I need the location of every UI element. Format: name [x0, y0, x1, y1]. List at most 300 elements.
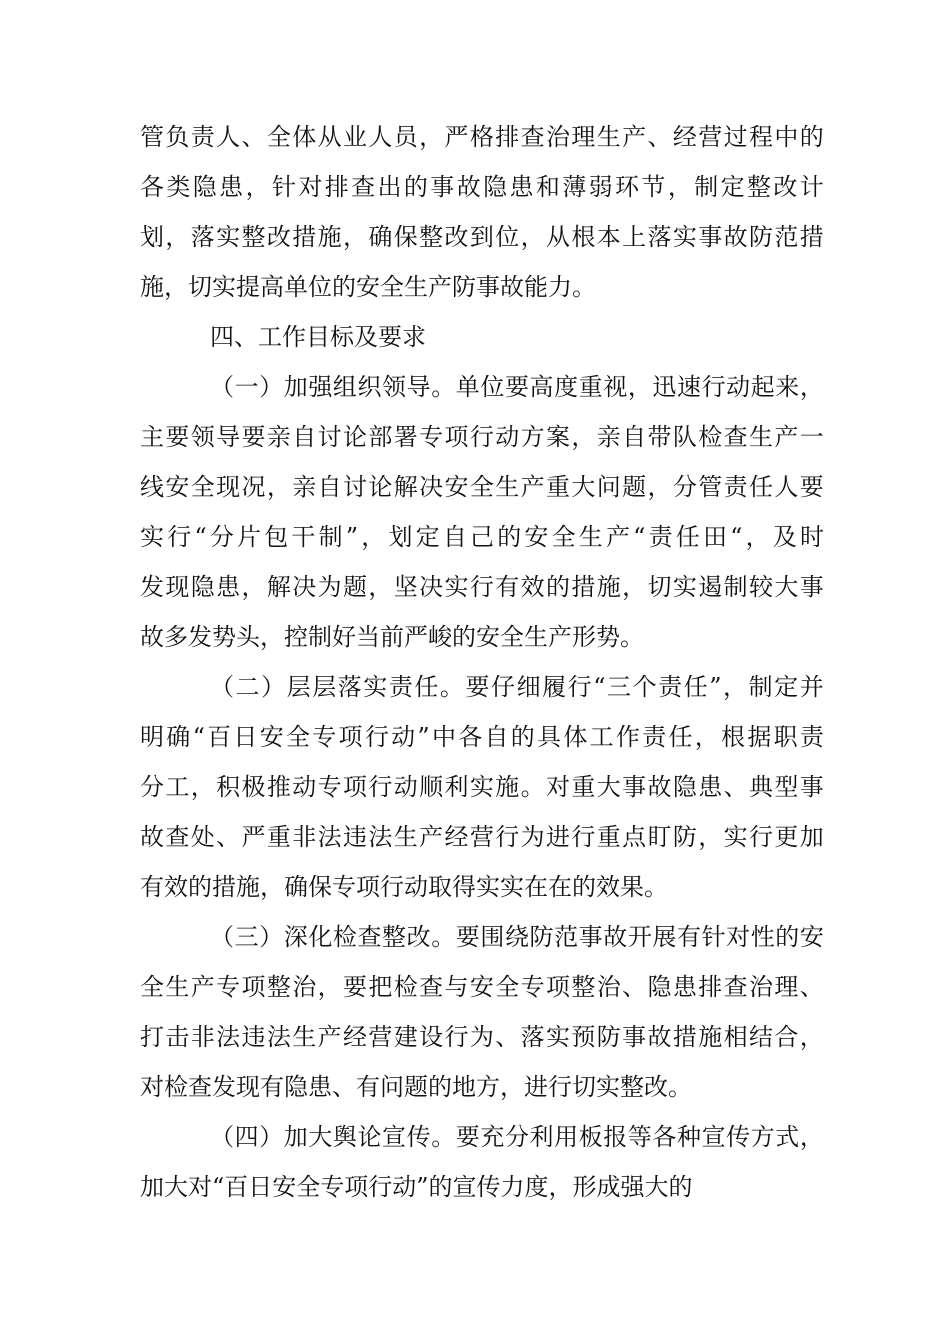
glyph: 范 [554, 923, 579, 951]
glyph: ， [799, 1123, 824, 1151]
glyph: 迅 [652, 373, 677, 401]
glyph: 方 [520, 423, 545, 451]
glyph: 产 [605, 523, 630, 551]
glyph: 对 [298, 173, 323, 201]
glyph: ） [259, 923, 284, 951]
glyph: （ [210, 373, 234, 401]
glyph: 全 [140, 973, 164, 1001]
glyph: 亲 [292, 473, 317, 501]
glyph: 排 [698, 973, 723, 1001]
glyph: 动 [393, 773, 418, 801]
glyph: 专 [312, 723, 337, 751]
text-line [140, 1012, 824, 1062]
glyph: 保 [393, 223, 418, 251]
glyph: 事 [578, 923, 603, 951]
glyph: 行 [571, 823, 596, 851]
glyph: 有 [495, 573, 520, 601]
glyph: 要 [165, 423, 190, 451]
glyph: 责 [658, 673, 683, 701]
glyph: 现 [216, 473, 241, 501]
glyph: 人 [216, 123, 241, 151]
glyph: 传 [726, 1123, 751, 1151]
heading-text: 四、工作目标及要求 [210, 323, 426, 351]
glyph: 违 [343, 823, 367, 851]
glyph: 度 [554, 373, 579, 401]
glyph: 问 [596, 473, 621, 501]
glyph: 决 [419, 473, 444, 501]
glyph: 决 [292, 573, 317, 601]
glyph: ， [571, 423, 596, 451]
glyph: 任 [683, 673, 708, 701]
document-body [140, 112, 824, 1212]
glyph: 带 [647, 423, 672, 451]
glyph: 包 [264, 523, 289, 551]
glyph: 大 [308, 1123, 333, 1151]
glyph: 经 [444, 823, 469, 851]
glyph: 患 [698, 773, 723, 801]
glyph: 实 [723, 823, 748, 851]
glyph: 行 [749, 823, 773, 851]
glyph: 隐 [647, 973, 672, 1001]
glyph: 实 [546, 1023, 570, 1051]
glyph: 隐 [192, 173, 217, 201]
glyph: 理 [774, 973, 799, 1001]
glyph: 项 [546, 973, 570, 1001]
glyph: 防 [672, 823, 697, 851]
glyph: 行 [368, 773, 393, 801]
glyph: 把 [368, 973, 393, 1001]
glyph: 速 [676, 373, 701, 401]
glyph: 专 [520, 973, 545, 1001]
glyph: 违 [241, 1023, 266, 1051]
glyph: 中 [431, 723, 456, 751]
text-line [140, 662, 824, 712]
glyph: 舆 [332, 1123, 357, 1151]
glyph: ， [799, 373, 824, 401]
glyph: 合 [774, 1023, 799, 1051]
glyph: 履 [542, 673, 567, 701]
glyph: 责 [799, 723, 824, 751]
glyph: 落 [520, 1023, 545, 1051]
glyph: 及 [772, 523, 797, 551]
glyph: 程 [749, 123, 773, 151]
glyph: 行 [444, 1023, 469, 1051]
glyph: 讨 [317, 423, 342, 451]
glyph: 行 [469, 423, 494, 451]
glyph: 生 [578, 523, 603, 551]
glyph: 论 [343, 423, 367, 451]
glyph: 田 [702, 523, 727, 551]
glyph: 各 [140, 173, 164, 201]
glyph: 项 [338, 723, 363, 751]
glyph: 日 [233, 723, 258, 751]
glyph: 对 [726, 923, 751, 951]
glyph: 产 [317, 1023, 342, 1051]
glyph: 况 [241, 473, 266, 501]
glyph: 宣 [382, 1123, 407, 1151]
glyph: 层 [312, 673, 337, 701]
glyph: 排 [495, 123, 520, 151]
glyph: 仔 [491, 673, 516, 701]
glyph: 进 [546, 823, 570, 851]
glyph: 板 [578, 1123, 603, 1151]
glyph: 营 [368, 1023, 393, 1051]
glyph: 事 [799, 773, 824, 801]
glyph: 要 [241, 423, 266, 451]
glyph: 类 [166, 173, 191, 201]
glyph: 。 [431, 1123, 456, 1151]
glyph: 设 [419, 1023, 444, 1051]
glyph: 的 [799, 123, 824, 151]
glyph: 事 [799, 573, 824, 601]
glyph: 员 [393, 123, 418, 151]
glyph: 故 [603, 923, 628, 951]
glyph: 据 [747, 723, 772, 751]
text-line [140, 1162, 824, 1212]
glyph: 任 [414, 673, 439, 701]
glyph: 、 [799, 973, 824, 1001]
glyph: 非 [190, 1023, 215, 1051]
glyph: 单 [455, 373, 480, 401]
glyph: 部 [368, 423, 393, 451]
glyph: 安 [259, 723, 284, 751]
glyph: 片 [237, 523, 262, 551]
glyph: 过 [723, 123, 748, 151]
glyph: ” [345, 523, 359, 551]
glyph: 大 [596, 773, 621, 801]
glyph: 预 [571, 1023, 596, 1051]
glyph: 起 [750, 373, 775, 401]
glyph: 层 [286, 673, 311, 701]
glyph: 行 [567, 673, 592, 701]
glyph: 患 [672, 973, 697, 1001]
glyph: 人 [368, 123, 393, 151]
text-line [140, 462, 824, 512]
glyph: 行 [364, 723, 389, 751]
glyph: 整 [571, 973, 596, 1001]
line-text: 施，切实提高单位的安全生产防事故能力。 [140, 273, 596, 301]
text-line [140, 112, 824, 162]
glyph: 高 [529, 373, 554, 401]
glyph: 时 [800, 523, 824, 551]
glyph: 分 [209, 523, 234, 551]
glyph: 营 [698, 123, 723, 151]
glyph: 排 [324, 173, 349, 201]
glyph: 职 [773, 723, 798, 751]
glyph: 落 [190, 223, 215, 251]
glyph: 施 [495, 773, 520, 801]
glyph: 主 [140, 423, 164, 451]
glyph: 围 [480, 923, 505, 951]
glyph: 法 [368, 823, 393, 851]
glyph: 到 [469, 223, 494, 251]
glyph: 利 [444, 773, 469, 801]
glyph: 查 [723, 423, 748, 451]
glyph: 并 [799, 673, 824, 701]
glyph: 位 [480, 373, 505, 401]
glyph: 产 [774, 423, 799, 451]
glyph: ， [745, 523, 770, 551]
glyph: 要 [799, 473, 824, 501]
glyph: 利 [529, 1123, 554, 1151]
glyph: （ [210, 1123, 234, 1151]
glyph: 责 [642, 723, 667, 751]
glyph: 责 [723, 473, 748, 501]
glyph: 查 [351, 173, 376, 201]
glyph: 为 [317, 573, 342, 601]
glyph: 实 [140, 523, 164, 551]
glyph: 中 [774, 123, 799, 151]
glyph: 改 [444, 223, 469, 251]
glyph: 、 [647, 123, 672, 151]
glyph: 整 [746, 173, 771, 201]
glyph: 和 [535, 173, 560, 201]
glyph: “ [633, 523, 646, 551]
glyph: 防 [596, 1023, 621, 1051]
glyph: 三 [607, 673, 632, 701]
text-line [140, 912, 824, 962]
glyph: 动 [726, 373, 751, 401]
glyph: 细 [516, 673, 541, 701]
glyph: ） [259, 1123, 284, 1151]
glyph: 、 [622, 973, 647, 1001]
glyph: 加 [799, 823, 824, 851]
glyph: 全 [190, 473, 215, 501]
glyph: ， [799, 1023, 824, 1051]
glyph: 个 [632, 673, 657, 701]
glyph: 、 [495, 1023, 520, 1051]
glyph: 专 [317, 773, 342, 801]
glyph: 。 [520, 773, 545, 801]
glyph: 自 [442, 523, 467, 551]
glyph: 重 [546, 473, 570, 501]
glyph: 项 [444, 423, 469, 451]
glyph: 明 [140, 723, 164, 751]
glyph: 检 [393, 973, 418, 1001]
glyph: 查 [357, 923, 382, 951]
glyph: 、 [216, 823, 241, 851]
glyph: 积 [216, 773, 241, 801]
glyph: 从 [546, 223, 570, 251]
glyph: 结 [749, 1023, 773, 1051]
glyph: 检 [332, 923, 357, 951]
glyph: 法 [317, 823, 342, 851]
glyph: 要 [455, 1123, 480, 1151]
glyph: 安 [444, 473, 469, 501]
glyph: 故 [647, 1023, 672, 1051]
glyph: 生 [596, 123, 621, 151]
glyph: 自 [484, 723, 509, 751]
glyph: 制 [694, 173, 719, 201]
glyph: 论 [368, 473, 393, 501]
glyph: 查 [165, 823, 190, 851]
glyph: 措 [292, 223, 317, 251]
glyph: 全 [285, 723, 310, 751]
glyph: 击 [165, 1023, 190, 1051]
line-text: 对检查发现有隐患、有问题的地方，进行切实整改。 [140, 1073, 692, 1101]
glyph: ， [694, 723, 719, 751]
glyph: 生 [393, 823, 418, 851]
glyph: 用 [554, 1123, 579, 1151]
glyph: 行 [167, 523, 192, 551]
glyph: 范 [774, 223, 799, 251]
glyph: 事 [622, 1023, 647, 1051]
glyph: 与 [444, 973, 469, 1001]
glyph: 为 [469, 1023, 494, 1051]
glyph: 整 [382, 923, 407, 951]
glyph: 一 [234, 373, 259, 401]
glyph: ， [241, 573, 266, 601]
glyph: 措 [571, 573, 596, 601]
glyph: 开 [627, 923, 652, 951]
glyph: 隐 [483, 173, 508, 201]
glyph: 方 [750, 1123, 775, 1151]
glyph: 工 [589, 723, 614, 751]
glyph: 动 [391, 723, 416, 751]
glyph: 故 [140, 823, 164, 851]
glyph: 建 [393, 1023, 418, 1051]
glyph: 发 [140, 573, 164, 601]
glyph: 署 [393, 423, 418, 451]
glyph: 故 [723, 223, 748, 251]
glyph: 坚 [393, 573, 418, 601]
glyph: 决 [419, 573, 444, 601]
glyph: 环 [615, 173, 640, 201]
glyph: 节 [641, 173, 666, 201]
glyph: 查 [723, 973, 748, 1001]
line-text: 故多发势头，控制好当前严峻的安全生产形势。 [140, 623, 644, 651]
glyph: 全 [495, 973, 520, 1001]
glyph: 改 [266, 223, 291, 251]
glyph: 经 [343, 1023, 367, 1051]
glyph: 四 [234, 1123, 259, 1151]
glyph: 自 [292, 423, 317, 451]
glyph: 行 [701, 373, 726, 401]
glyph: 点 [622, 823, 647, 851]
glyph: ” [709, 673, 722, 701]
glyph: 制 [723, 573, 748, 601]
glyph: ， [723, 673, 748, 701]
glyph: 生 [749, 423, 773, 451]
glyph: 报 [603, 1123, 628, 1151]
glyph: 百 [207, 723, 232, 751]
glyph: 落 [337, 673, 362, 701]
text-line [140, 612, 824, 662]
glyph: 产 [520, 473, 545, 501]
glyph: 要 [504, 373, 529, 401]
glyph: 产 [622, 123, 647, 151]
glyph: 改 [773, 173, 798, 201]
glyph: 非 [292, 823, 317, 851]
glyph: 落 [647, 223, 672, 251]
glyph: 实 [469, 773, 494, 801]
glyph: 要 [455, 923, 480, 951]
glyph: ， [368, 573, 393, 601]
glyph: 理 [571, 123, 596, 151]
glyph: 产 [190, 973, 215, 1001]
glyph: 具 [537, 723, 562, 751]
glyph: 自 [622, 423, 647, 451]
glyph: 有 [676, 923, 701, 951]
glyph: ） [259, 373, 284, 401]
glyph: 题 [622, 473, 647, 501]
glyph: 制 [318, 523, 343, 551]
glyph: 分 [140, 773, 164, 801]
glyph: 处 [190, 823, 215, 851]
glyph: 的 [546, 573, 570, 601]
glyph: 严 [241, 823, 266, 851]
glyph: 生 [495, 473, 520, 501]
glyph: 隐 [672, 773, 697, 801]
glyph: ， [245, 173, 270, 201]
glyph: 生 [165, 973, 190, 1001]
text-line [140, 812, 824, 862]
glyph: 施 [596, 573, 621, 601]
glyph: 责 [190, 123, 215, 151]
glyph: “ [593, 673, 606, 701]
glyph: 打 [140, 1023, 164, 1051]
glyph: 二 [235, 673, 260, 701]
glyph: 措 [672, 1023, 697, 1051]
glyph: 任 [749, 473, 773, 501]
text-line [140, 362, 824, 412]
glyph: 全 [551, 523, 576, 551]
text-line [140, 712, 824, 762]
text-line [140, 562, 824, 612]
glyph: ， [520, 223, 545, 251]
glyph: 定 [720, 173, 745, 201]
glyph: 大 [571, 473, 596, 501]
glyph: 全 [469, 473, 494, 501]
glyph: 任 [668, 723, 693, 751]
glyph: 宣 [701, 1123, 726, 1151]
glyph: 责 [648, 523, 673, 551]
glyph: 式 [775, 1123, 800, 1151]
glyph: 患 [216, 573, 241, 601]
glyph: ， [698, 823, 723, 851]
glyph: ， [667, 173, 692, 201]
glyph: 性 [750, 923, 775, 951]
glyph: 。 [431, 923, 456, 951]
glyph: 的 [403, 173, 428, 201]
glyph: 确 [368, 223, 393, 251]
glyph: 整 [241, 223, 266, 251]
glyph: 针 [271, 173, 296, 201]
glyph: 施 [317, 223, 342, 251]
glyph: 实 [363, 673, 388, 701]
glyph: ， [343, 223, 367, 251]
glyph: 故 [456, 173, 481, 201]
glyph: 体 [292, 123, 317, 151]
glyph: 安 [165, 473, 190, 501]
glyph: 论 [357, 1123, 382, 1151]
glyph: 实 [672, 573, 697, 601]
glyph: 措 [799, 223, 824, 251]
glyph: 一 [799, 423, 824, 451]
glyph: 组 [332, 373, 357, 401]
glyph: 改 [406, 923, 431, 951]
glyph: 现 [165, 573, 190, 601]
glyph: 相 [723, 1023, 748, 1051]
glyph: ” [417, 723, 430, 751]
glyph: 解 [266, 573, 291, 601]
glyph: 安 [799, 923, 824, 951]
text-line [140, 762, 824, 812]
glyph: （ [210, 923, 234, 951]
glyph: 自 [317, 473, 342, 501]
glyph: 亲 [266, 423, 291, 451]
glyph: 产 [419, 823, 444, 851]
